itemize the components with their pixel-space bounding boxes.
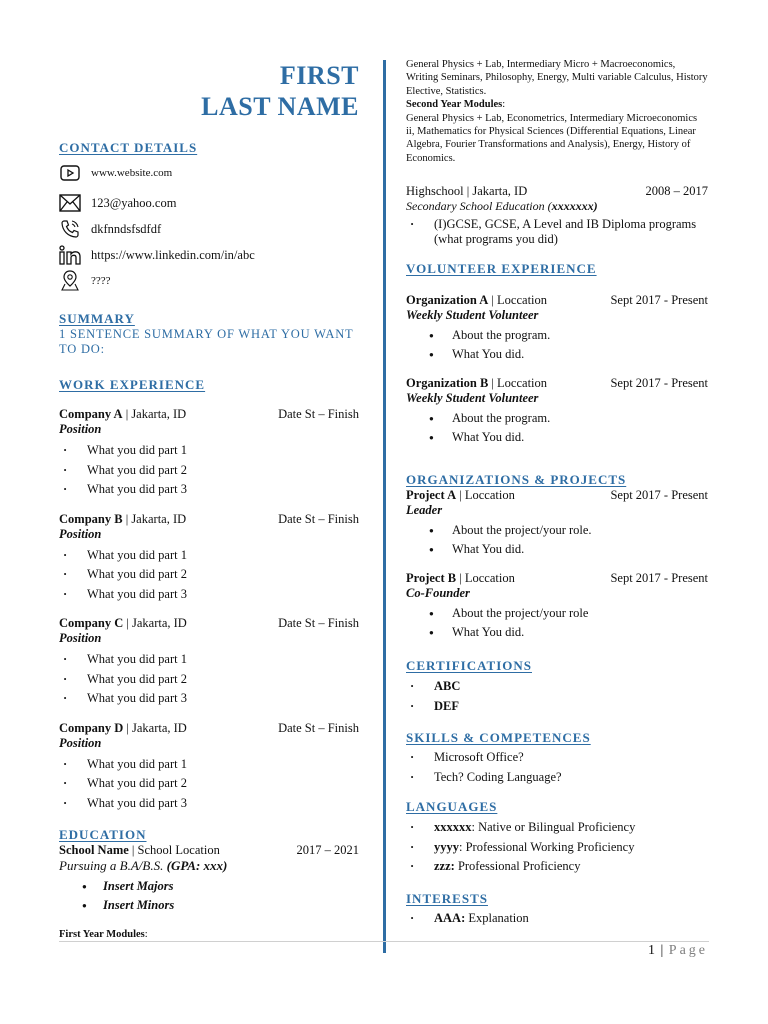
- language-name: zzz:: [434, 859, 455, 874]
- job-position: Position: [59, 735, 102, 750]
- highschool-bullet: · (I)GCSE, GCSE, A Level and IB Diploma programs (what programs you did): [406, 217, 708, 247]
- job-company: Company B: [59, 511, 123, 526]
- language-level: Professional Proficiency: [454, 859, 581, 874]
- project-location: | Loccation: [456, 488, 515, 503]
- skills-title: SKILLS & COMPETENCES: [406, 730, 591, 746]
- highschool-name: Highschool | Jakarta, ID: [406, 184, 528, 199]
- play-icon: [59, 162, 81, 184]
- job-location: | Jakarta, ID: [122, 407, 187, 421]
- second-year-colon: :: [502, 99, 506, 111]
- contact-phone: [59, 216, 359, 242]
- education-item: ● Insert Majors: [59, 877, 359, 896]
- language-level: : Professional Working Proficiency: [459, 839, 635, 854]
- org-role: Weekly Student Volunteer: [406, 391, 539, 406]
- contact-location-text[interactable]: ????: [91, 275, 111, 287]
- job-date: Date St – Finish: [278, 616, 359, 630]
- location-icon: [59, 270, 81, 292]
- highschool-type-bold: xxxxxxx): [551, 199, 598, 214]
- job-company: Company D: [59, 720, 124, 735]
- contact-section: [59, 140, 359, 294]
- job-bullet: · What you did part 2: [59, 670, 359, 690]
- project-bullet: ● About the project/your role.: [406, 521, 708, 540]
- job-bullet: · What you did part 3: [59, 480, 359, 500]
- volunteer-entry: [406, 376, 708, 447]
- job-bullet: · What you did part 3: [59, 585, 359, 605]
- job-bullet: · What you did part 1: [59, 546, 359, 566]
- projects-section: [406, 472, 708, 642]
- school-location: | School Location: [128, 843, 220, 857]
- job-bullet: · What you did part 2: [59, 774, 359, 794]
- project-bullet: ● About the project/your role: [406, 604, 708, 623]
- project-date: Sept 2017 - Present: [610, 488, 708, 503]
- work-section: [59, 377, 359, 813]
- volunteer-section: [406, 261, 708, 447]
- first-year-label: First Year Modules: [59, 929, 145, 940]
- page-footer: [648, 943, 708, 959]
- job-bullet: · What you did part 1: [59, 650, 359, 670]
- job-date: Date St – Finish: [278, 407, 359, 421]
- job-position: Position: [59, 422, 102, 436]
- linkedin-icon: [59, 244, 81, 266]
- certifications-section: [406, 658, 708, 716]
- project-entry: [406, 488, 708, 559]
- skill-item: · Microsoft Office?: [406, 748, 708, 768]
- interests-section: [406, 891, 708, 929]
- highschool-type-line: [406, 199, 708, 214]
- project-role: Leader: [406, 503, 443, 518]
- interest-name: AAA:: [434, 910, 466, 925]
- school-years: 2017 – 2021: [296, 843, 359, 857]
- job-date: Date St – Finish: [278, 720, 359, 735]
- contact-linkedin: [59, 242, 359, 268]
- job-bullet: · What you did part 2: [59, 461, 359, 481]
- contact-website: [59, 160, 359, 186]
- project-name: Project A: [406, 488, 457, 503]
- certification-item: · ABC: [406, 677, 708, 697]
- org-location: | Loccation: [488, 376, 548, 391]
- column-divider: [383, 60, 386, 953]
- second-year-modules: General Physics + Lab, Econometrics, Intermediary Microeconomics ii, Mathematics for Physical Sciences (Differential Equations, Linear Algebra, Fourier Transformations and Analysis), Energy, History of Economics.: [406, 112, 698, 164]
- projects-title: ORGANIZATIONS & PROJECTS: [406, 472, 627, 488]
- first-name: FIRST: [279, 61, 359, 90]
- job-entry: [59, 407, 359, 500]
- language-name: xxxxxx: [434, 820, 472, 835]
- job-bullet: · What you did part 1: [59, 441, 359, 461]
- language-name: yyyy: [434, 839, 459, 854]
- skill-item: · Tech? Coding Language?: [406, 768, 708, 788]
- second-year-label-line: [406, 98, 708, 111]
- volunteer-entry: [406, 293, 708, 364]
- job-bullet: · What you did part 2: [59, 565, 359, 585]
- job-entry: [59, 512, 359, 605]
- languages-title: LANGUAGES: [406, 799, 498, 815]
- highschool-entry: [406, 184, 708, 247]
- summary-title: SUMMARY: [59, 311, 135, 326]
- interest-item: [406, 909, 708, 929]
- phone-icon: [59, 218, 81, 240]
- job-entry: [59, 721, 359, 814]
- page-word: Page: [668, 943, 708, 958]
- interest-text: Explanation: [465, 910, 529, 925]
- job-location: | Jakarta, ID: [122, 511, 187, 526]
- summary-section: [59, 311, 359, 357]
- org-bullet: ● What You did.: [406, 428, 708, 447]
- summary-text: 1 SENTENCE SUMMARY OF WHAT YOU WANT TO DO:: [59, 327, 354, 356]
- first-year-modules: General Physics + Lab, Intermediary Micro + Macroeconomics, Writing Seminars, Philosophy, Energy, Multi variable Calculus, History Elective, Statistics.: [406, 59, 708, 97]
- degree: Pursuing a B.A/B.S.: [59, 858, 167, 873]
- project-role: Co-Founder: [406, 586, 470, 601]
- footer-divider: [59, 941, 709, 942]
- mail-icon: [59, 192, 81, 214]
- second-year-label: Second Year Modules: [406, 99, 503, 111]
- volunteer-title: VOLUNTEER EXPERIENCE: [406, 261, 597, 277]
- language-item: [406, 818, 708, 838]
- contact-phone-text[interactable]: dkfnndsfsdfdf: [91, 221, 162, 236]
- work-title: WORK EXPERIENCE: [59, 377, 206, 392]
- org-bullet: ● About the program.: [406, 409, 708, 428]
- language-level: : Native or Bilingual Proficiency: [471, 820, 636, 835]
- org-bullet: ● What You did.: [406, 345, 708, 364]
- org-name: Organization A: [406, 293, 489, 308]
- school-name: School Name: [59, 843, 129, 857]
- left-column: [59, 60, 359, 940]
- highschool-type: Secondary School Education (: [406, 199, 552, 214]
- contact-location: [59, 268, 359, 294]
- gpa: (GPA: xxx): [166, 858, 228, 873]
- language-item: [406, 857, 708, 877]
- last-name: LAST NAME: [201, 92, 359, 121]
- highschool-years: 2008 – 2017: [645, 184, 708, 199]
- project-location: | Loccation: [456, 571, 515, 586]
- org-name: Organization B: [406, 376, 489, 391]
- certifications-title: CERTIFICATIONS: [406, 658, 532, 674]
- job-company: Company C: [59, 616, 124, 630]
- interests-title: INTERESTS: [406, 890, 488, 906]
- org-location: | Loccation: [488, 293, 548, 308]
- first-year-modules-label-line: [59, 929, 359, 940]
- job-location: | Jakarta, ID: [123, 616, 187, 630]
- education-item: ● Insert Minors: [59, 896, 359, 915]
- job-company: Company A: [59, 407, 123, 421]
- job-date: Date St – Finish: [278, 511, 359, 526]
- project-date: Sept 2017 - Present: [610, 571, 708, 586]
- org-date: Sept 2017 - Present: [610, 376, 708, 391]
- languages-section: [406, 799, 708, 877]
- contact-email-text[interactable]: 123@yahoo.com: [91, 195, 177, 210]
- education-section: [59, 827, 359, 940]
- job-position: Position: [59, 631, 102, 645]
- org-bullet: ● About the program.: [406, 326, 708, 345]
- page-separator: |: [655, 943, 669, 958]
- contact-email: [59, 190, 359, 216]
- project-bullet: ● What You did.: [406, 623, 708, 642]
- contact-linkedin-text[interactable]: https://www.linkedin.com/in/abc: [91, 247, 255, 262]
- contact-website-text[interactable]: www.website.com: [91, 167, 173, 179]
- education-title: EDUCATION: [59, 827, 147, 842]
- job-entry: [59, 616, 359, 709]
- first-year-colon: :: [144, 929, 148, 940]
- job-bullet: · What you did part 3: [59, 689, 359, 709]
- job-bullet: · What you did part 1: [59, 755, 359, 775]
- job-bullet: · What you did part 3: [59, 794, 359, 814]
- project-bullet: ● What You did.: [406, 540, 708, 559]
- org-role: Weekly Student Volunteer: [406, 308, 539, 323]
- project-entry: [406, 571, 708, 642]
- job-position: Position: [59, 526, 102, 541]
- modules-block: [406, 58, 708, 165]
- language-item: [406, 838, 708, 858]
- org-date: Sept 2017 - Present: [610, 293, 708, 308]
- contact-title: CONTACT DETAILS: [59, 140, 198, 155]
- name-header: [59, 60, 359, 122]
- right-column: [406, 58, 708, 928]
- certification-item: · DEF: [406, 697, 708, 717]
- project-name: Project B: [406, 571, 457, 586]
- page-number: 1: [647, 943, 656, 958]
- job-location: | Jakarta, ID: [123, 720, 187, 735]
- skills-section: [406, 730, 708, 787]
- degree-line: [59, 858, 359, 874]
